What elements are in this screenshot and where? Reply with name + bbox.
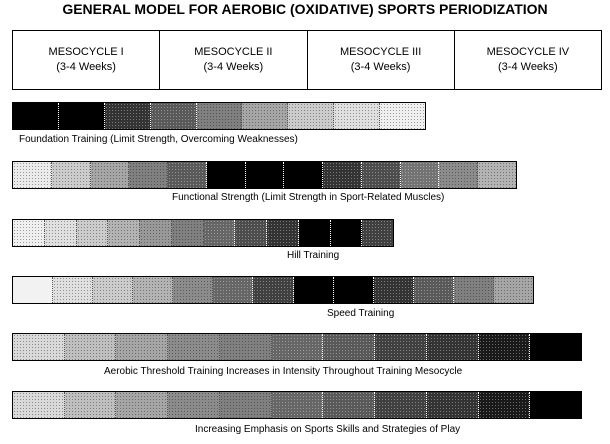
bar-segment (108, 220, 140, 246)
foundation-training-bar (12, 102, 426, 130)
bar-segment (427, 334, 479, 360)
bar-segment (168, 334, 220, 360)
bar-segment (362, 162, 401, 188)
bar-segment (129, 162, 168, 188)
mesocycle-2-duration: (3-4 Weeks) (203, 61, 264, 73)
functional-strength-label: Functional Strength (Limit Strength in Sport-Related Muscles) (172, 192, 445, 203)
bar-segment (59, 103, 105, 129)
bar-segment (172, 220, 204, 246)
bar-segment (168, 162, 207, 188)
bar-segment (173, 277, 213, 303)
bar-segment (116, 392, 168, 418)
bar-segment (454, 277, 494, 303)
bar-segment (213, 277, 253, 303)
bar-segment (414, 277, 454, 303)
bar-segment (323, 162, 362, 188)
bar-segment (439, 162, 478, 188)
bar-segment (479, 334, 531, 360)
bar-segment (220, 392, 272, 418)
mesocycle-4-name: MESOCYCLE IV (486, 46, 570, 58)
bar-segment (380, 103, 425, 129)
bar-segment (272, 334, 324, 360)
bar-segment (65, 334, 117, 360)
bar-segment (13, 392, 65, 418)
bar-segment (375, 392, 427, 418)
bar-segment (331, 220, 363, 246)
page-title: GENERAL MODEL FOR AEROBIC (OXIDATIVE) SPORTS PERIODIZATION (62, 1, 548, 17)
bar-segment (294, 277, 334, 303)
bar-segment (13, 334, 65, 360)
bar-segment (45, 220, 77, 246)
bar-segment (334, 103, 380, 129)
bar-segment (77, 220, 109, 246)
bar-segment (65, 392, 117, 418)
bar-segment (479, 392, 531, 418)
mesocycle-4 (455, 31, 601, 89)
bar-segment (401, 162, 440, 188)
bar-segment (253, 277, 293, 303)
bar-segment (204, 220, 236, 246)
bar-segment (220, 334, 272, 360)
mesocycle-2-name: MESOCYCLE II (194, 46, 273, 58)
bar-segment (13, 220, 45, 246)
bar-segment (267, 220, 299, 246)
bar-segment (272, 392, 324, 418)
bar-segment (374, 277, 414, 303)
speed-training-label: Speed Training (327, 308, 395, 319)
functional-strength-bar (12, 161, 517, 189)
bar-segment (530, 334, 581, 360)
sports-skills-bar (12, 391, 582, 419)
sports-skills-label: Increasing Emphasis on Sports Skills and Strategies of Play (195, 424, 461, 435)
hill-training-bar (12, 219, 394, 247)
bar-segment (284, 162, 323, 188)
bar-segment (494, 277, 533, 303)
bar-segment (478, 162, 516, 188)
bar-segment (91, 162, 130, 188)
bar-segment (323, 334, 375, 360)
bar-segment (246, 162, 285, 188)
bar-segment (105, 103, 151, 129)
mesocycle-2 (160, 31, 307, 89)
hill-training-label: Hill Training (287, 250, 340, 261)
bar-segment (53, 277, 93, 303)
bar-segment (133, 277, 173, 303)
bar-segment (288, 103, 334, 129)
bar-segment (299, 220, 331, 246)
bar-segment (13, 103, 59, 129)
mesocycle-3 (308, 31, 455, 89)
mesocycle-1-name: MESOCYCLE I (48, 46, 124, 58)
mesocycle-3-duration: (3-4 Weeks) (350, 61, 411, 73)
mesocycle-1 (13, 31, 160, 89)
bar-segment (530, 392, 581, 418)
mesocycle-1-duration: (3-4 Weeks) (56, 61, 116, 73)
bar-segment (242, 103, 288, 129)
bar-segment (52, 162, 91, 188)
speed-training-bar (12, 276, 534, 304)
bar-segment (323, 392, 375, 418)
bar-segment (334, 277, 374, 303)
bar-segment (13, 162, 52, 188)
mesocycle-4-duration: (3-4 Weeks) (498, 61, 558, 73)
bar-segment (140, 220, 172, 246)
aerobic-threshold-bar (12, 333, 582, 361)
foundation-training-label: Foundation Training (Limit Strength, Overcoming Weaknesses) (19, 134, 298, 145)
bar-segment (93, 277, 133, 303)
bar-segment (151, 103, 197, 129)
bar-segment (168, 392, 220, 418)
mesocycle-3-name: MESOCYCLE III (339, 46, 422, 58)
mesocycle-header (12, 30, 602, 90)
bar-segment (13, 277, 53, 303)
bar-segment (427, 392, 479, 418)
bar-segment (197, 103, 243, 129)
aerobic-threshold-label: Aerobic Threshold Training Increases in Intensity Throughout Training Mesocycle (104, 366, 463, 377)
bar-segment (375, 334, 427, 360)
bar-segment (362, 220, 393, 246)
bar-segment (235, 220, 267, 246)
bar-segment (116, 334, 168, 360)
bar-segment (207, 162, 246, 188)
